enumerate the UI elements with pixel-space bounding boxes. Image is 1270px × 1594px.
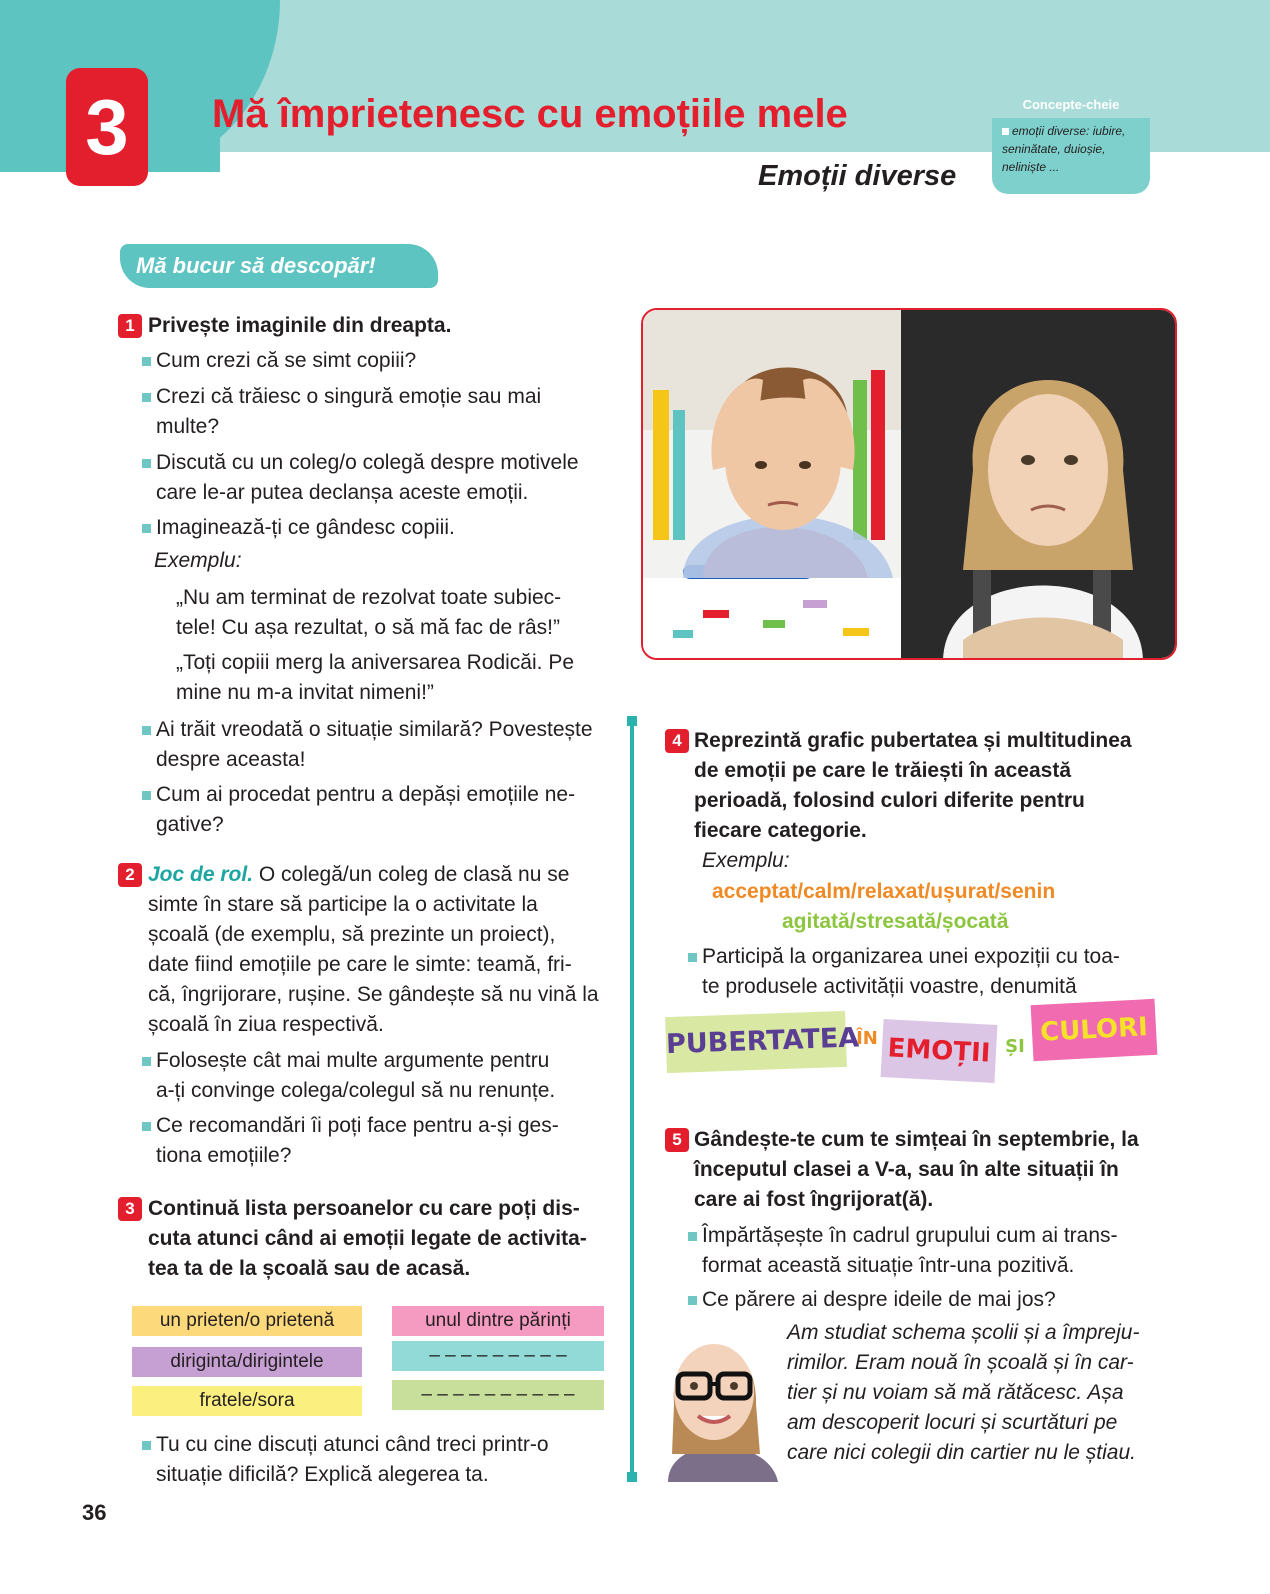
girl-with-glasses-photo	[648, 1314, 784, 1482]
lesson-subtitle: Emoții diverse	[758, 160, 957, 192]
poster-word: PUBERTATEA	[665, 1011, 847, 1073]
lesson-number: 3	[66, 68, 148, 186]
exercise-text: că, îngrijorare, rușine. Se gândește să nu vină la	[148, 983, 599, 1006]
children-photo	[641, 308, 1177, 660]
exercise-number: 3	[118, 1197, 142, 1221]
bullet-text: Participă la organizarea unei expoziții cu toa-	[702, 945, 1120, 968]
exercise-number: 4	[665, 729, 689, 753]
key-concepts-box	[992, 92, 1150, 194]
quote-line: rimilor. Eram nouă în școală și în car-	[787, 1351, 1134, 1374]
quote-text: „Toți copiii merg la aniversarea Rodicăi. Pe	[176, 651, 575, 674]
exercise-text: școală (de exemplu, să prezinte un proiect),	[148, 923, 556, 946]
bullet-text: te produsele activității voastre, denumită	[702, 975, 1077, 998]
exercise-text: școală în ziua respectivă.	[148, 1013, 384, 1036]
person-label: un prieten/o prietenă	[132, 1306, 362, 1336]
bullet-text: multe?	[156, 415, 220, 438]
exercise-number: 5	[665, 1128, 689, 1152]
quote-text: tele! Cu așa rezultat, o să mă fac de râs!”	[176, 616, 561, 639]
person-label: unul dintre părinți	[392, 1306, 604, 1336]
bullet-icon	[688, 1296, 697, 1305]
exercise-title: fiecare categorie.	[694, 819, 867, 842]
bullet-text: Ce părere ai despre ideile de mai jos?	[702, 1288, 1056, 1311]
exercise-text	[148, 860, 569, 890]
person-label: fratele/sora	[132, 1386, 362, 1416]
divider-cap	[627, 716, 637, 726]
example-label: Exemplu:	[154, 549, 242, 572]
key-concepts-line: seninătate, duioșie,	[1002, 142, 1106, 156]
exercise-title: Continuă lista persoanelor cu care poți dis-	[148, 1197, 580, 1220]
exercise-title: perioadă, folosind culori diferite pentru	[694, 789, 1085, 812]
positive-emotions: acceptat/calm/relaxat/ușurat/senin	[712, 880, 1056, 903]
bullet-text: Ai trăit vreodată o situație similară? Povestește	[156, 718, 593, 741]
exercise-number: 2	[118, 863, 142, 887]
lesson-title: Mă împrietenesc cu emoțiile mele	[212, 92, 848, 136]
key-concepts-line: neliniște ...	[1002, 160, 1060, 174]
exercise-title: cuta atunci când ai emoții legate de activita-	[148, 1227, 587, 1250]
bullet-icon	[688, 953, 697, 962]
poster-word: EMOȚII	[881, 1019, 998, 1083]
bullet-icon	[142, 1057, 151, 1066]
column-divider	[630, 720, 634, 1476]
children-photo-illustration	[643, 310, 1177, 660]
bullet-text: Tu cu cine discuți atunci când treci printr-o	[156, 1433, 549, 1456]
person-label: diriginta/dirigintele	[132, 1347, 362, 1377]
quote-line: care nici colegii din cartier nu le știau.	[787, 1441, 1137, 1464]
bullet-text: a-ți convinge colega/colegul să nu renunțe.	[156, 1079, 556, 1102]
exercise-text-span: O colegă/un coleg de clasă nu se	[253, 863, 570, 886]
person-label-blank: – – – – – – – – –	[392, 1341, 604, 1371]
bullet-text: Cum crezi că se simt copiii?	[156, 349, 417, 372]
bullet-text: Ce recomandări îi poți face pentru a-și ges-	[156, 1114, 559, 1137]
exercise-number: 1	[118, 314, 142, 338]
exercise-title: tea ta de la școală sau de acasă.	[148, 1257, 471, 1280]
key-concepts-title: Concepte-cheie	[992, 92, 1150, 118]
poster-word: ÎN	[856, 1028, 878, 1049]
role-play-label: Joc de rol.	[148, 863, 254, 886]
exercise-title: care ai fost îngrijorat(ă).	[694, 1188, 934, 1211]
bullet-icon	[142, 1441, 151, 1450]
person-label-blank: – – – – – – – – – –	[392, 1380, 604, 1410]
bullet-text: situație dificilă? Explică alegerea ta.	[156, 1463, 489, 1486]
bullet-text: format această situație într-una pozitivă.	[702, 1254, 1075, 1277]
bullet-text: Discută cu un coleg/o colegă despre motivele	[156, 451, 579, 474]
bullet-text: Împărtășește în cadrul grupului cum ai trans-	[702, 1224, 1118, 1247]
exercise-title: Gândește-te cum te simțeai în septembrie, la	[694, 1128, 1139, 1151]
bullet-text: gative?	[156, 813, 224, 836]
bullet-text: Folosește cât mai multe argumente pentru	[156, 1049, 550, 1072]
quote-line: am descoperit locuri și scurtături pe	[787, 1411, 1118, 1434]
poster-word: ȘI	[1005, 1036, 1025, 1057]
exercise-title: de emoții pe care le trăiești în această	[694, 759, 1072, 782]
bullet-icon	[142, 726, 151, 735]
bullet-icon	[142, 524, 151, 533]
exercise-title: Privește imaginile din dreapta.	[148, 314, 452, 337]
bullet-text: Cum ai procedat pentru a depăși emoțiile ne-	[156, 783, 576, 806]
key-concepts-list	[992, 118, 1150, 176]
exercise-text: simte în stare să participe la o activitate la	[148, 893, 538, 916]
bullet-text: despre aceasta!	[156, 748, 306, 771]
quote-text: „Nu am terminat de rezolvat toate subiec-	[176, 586, 562, 609]
bullet-text: care le-ar putea declanșa aceste emoții.	[156, 481, 529, 504]
quote-text: mine nu m-a invitat nimeni!”	[176, 681, 434, 704]
girl-illustration	[648, 1314, 784, 1482]
negative-emotions: agitată/stresată/șocată	[782, 910, 1009, 933]
bullet-text: Crezi că trăiesc o singură emoție sau mai	[156, 385, 542, 408]
quote-line: tier și nu voiam să mă rătăcesc. Așa	[787, 1381, 1124, 1404]
section-tag: Mă bucur să descopăr!	[120, 244, 438, 288]
bullet-icon	[688, 1232, 697, 1241]
bullet-icon	[142, 357, 151, 366]
bullet-icon	[142, 459, 151, 468]
exercise-title: Reprezintă grafic pubertatea și multitudinea	[694, 729, 1132, 752]
example-label: Exemplu:	[702, 849, 790, 872]
key-concepts-line: emoții diverse: iubire,	[1012, 124, 1126, 138]
exercise-text: date fiind emoțiile pe care le simte: teamă, fri-	[148, 953, 572, 976]
divider-cap	[627, 1472, 637, 1482]
exercise-title: începutul clasei a V-a, sau în alte situații în	[694, 1158, 1119, 1181]
bullet-icon	[1002, 128, 1009, 135]
bullet-icon	[142, 393, 151, 402]
page-number: 36	[82, 1500, 107, 1525]
poster-word: CULORI	[1031, 999, 1158, 1061]
bullet-icon	[142, 791, 151, 800]
bullet-icon	[142, 1122, 151, 1131]
quote-line: Am studiat schema școlii și a împreju-	[787, 1321, 1140, 1344]
bullet-text: tiona emoțiile?	[156, 1144, 292, 1167]
bullet-text: Imaginează-ți ce gândesc copiii.	[156, 516, 455, 539]
